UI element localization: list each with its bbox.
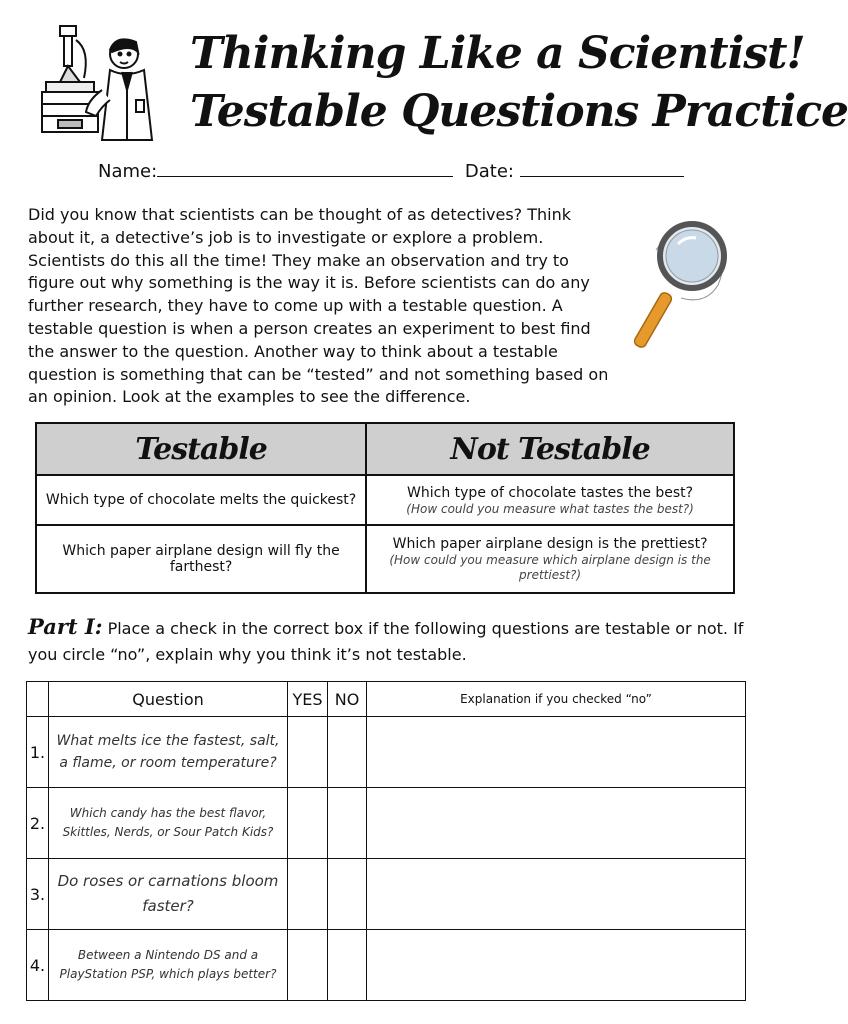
explanation-field[interactable] — [367, 717, 746, 788]
no-checkbox[interactable] — [328, 930, 367, 1001]
page-title: Thinking Like a Scientist! — [190, 28, 805, 79]
question-header: Question — [49, 682, 288, 717]
question-text: Which candy has the best flavor, Skittles, Nerds, or Sour Patch Kids? — [49, 788, 288, 859]
number-header — [27, 682, 49, 717]
not-testable-example — [366, 475, 734, 525]
table-row — [27, 788, 746, 859]
name-date-row — [98, 158, 684, 182]
part1-text: Place a check in the correct box if the following questions are testable or not. If you circle “no”, explain why you think it’s not testable. — [28, 619, 744, 664]
magnifying-glass-fingerprint-icon — [636, 210, 736, 360]
explanation-field[interactable] — [367, 788, 746, 859]
table-row — [27, 859, 746, 930]
examples-table — [35, 422, 735, 594]
question-number: 1. — [27, 717, 49, 788]
question-number: 2. — [27, 788, 49, 859]
testable-example: Which paper airplane design will fly the farthest? — [36, 525, 366, 593]
yes-checkbox[interactable] — [288, 930, 328, 1001]
yes-header: YES — [288, 682, 328, 717]
page-subtitle: Testable Questions Practice — [190, 86, 848, 137]
questions-header-row — [27, 682, 746, 717]
question-number: 3. — [27, 859, 49, 930]
table-row — [27, 717, 746, 788]
name-label: Name: — [98, 161, 158, 182]
testable-header: Testable — [36, 423, 366, 475]
yes-checkbox[interactable] — [288, 859, 328, 930]
explanation-field[interactable] — [367, 930, 746, 1001]
not-testable-question: Which paper airplane design is the prettiest? — [392, 536, 708, 552]
question-text: Do roses or carnations bloom faster? — [49, 859, 288, 930]
question-text: Between a Nintendo DS and a PlayStation PSP, which plays better? — [49, 930, 288, 1001]
date-label: Date: — [464, 161, 514, 182]
no-checkbox[interactable] — [328, 717, 367, 788]
part1-label: Part I: — [28, 614, 103, 639]
not-testable-note: (How could you measure what tastes the best?) — [406, 501, 694, 516]
no-header: NO — [328, 682, 367, 717]
yes-checkbox[interactable] — [288, 788, 328, 859]
date-field[interactable] — [520, 158, 684, 177]
scientist-with-microscope-icon — [40, 20, 160, 150]
explanation-header: Explanation if you checked “no” — [367, 682, 746, 717]
questions-table — [26, 681, 746, 1001]
yes-checkbox[interactable] — [288, 717, 328, 788]
testable-example: Which type of chocolate melts the quickest? — [36, 475, 366, 525]
question-number: 4. — [27, 930, 49, 1001]
examples-header-row — [36, 423, 734, 475]
name-field[interactable] — [157, 158, 453, 177]
table-row — [27, 930, 746, 1001]
intro-paragraph: Did you know that scientists can be thought of as detectives? Think about it, a detective’s job is to investigate or explore a problem. Scientists do this all the time! They make an observation and try to figure out why something is the way it is. Before scientists can do any further research, they have to come up with a testable question. A testable question is when a person creates an experiment to best find the answer to the question. Another way to think about a testable question is something that can be “tested” and not something based on an opinion. Look at the examples to see the difference. — [28, 205, 609, 407]
not-testable-note: (How could you measure which airplane design is the prettiest?) — [389, 553, 711, 582]
examples-row — [36, 525, 734, 593]
not-testable-example — [366, 525, 734, 593]
no-checkbox[interactable] — [328, 859, 367, 930]
question-text: What melts ice the fastest, salt, a flame, or room temperature? — [49, 717, 288, 788]
explanation-field[interactable] — [367, 859, 746, 930]
not-testable-question: Which type of chocolate tastes the best? — [407, 484, 694, 501]
no-checkbox[interactable] — [328, 788, 367, 859]
not-testable-header: Not Testable — [366, 423, 734, 475]
examples-row — [36, 475, 734, 525]
part1-instructions — [28, 614, 748, 668]
